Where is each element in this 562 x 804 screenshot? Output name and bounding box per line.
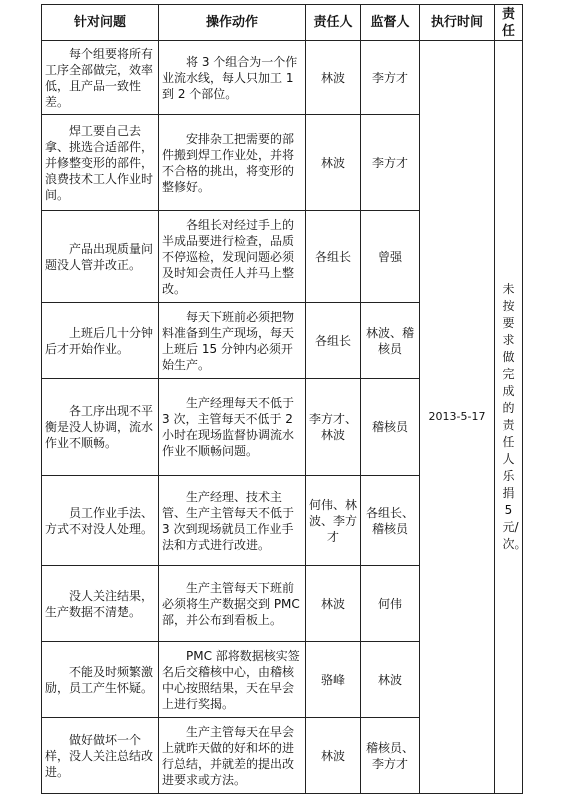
responsible-cell: 林波 [306,566,361,642]
responsible-cell: 何伟、林波、李方才 [306,476,361,566]
action-cell: PMC 部将数据核实签名后交稽核中心，由稽核中心按照结果，天在早会上进行奖揭。 [159,642,306,718]
problem-cell: 每个组要将所有工序全部做完，效率低，且产品一致性差。 [42,41,159,115]
problem-cell: 焊工要自己去拿、挑选合适部件，并修整变形的部件，浪费技术工人作业时间。 [42,115,159,211]
supervisor-cell: 稽核员 [361,379,420,476]
table-row [42,41,523,115]
action-cell: 每天下班前必须把物料准备到生产现场，每天上班后 15 分钟内必须开始生产。 [159,303,306,379]
responsible-cell: 李方才、林波 [306,379,361,476]
supervisor-cell: 何伟 [361,566,420,642]
header-action: 操作动作 [159,5,306,41]
action-cell: 生产经理每天不低于 3 次，主管每天不低于 2 小时在现场监督协调流水作业不顺畅问题。 [159,379,306,476]
supervisor-cell: 林波、稽核员 [361,303,420,379]
header-responsible: 责任人 [306,5,361,41]
supervisor-cell: 林波 [361,642,420,718]
problem-cell: 没人关注结果，生产数据不清楚。 [42,566,159,642]
supervisor-cell: 各组长、稽核员 [361,476,420,566]
problem-cell: 产品出现质量问题没人管并改正。 [42,211,159,303]
header-problem: 针对问题 [42,5,159,41]
header-remark-text: 责任 [501,6,515,39]
action-cell: 各组长对经过手上的半成品要进行检查，品质不停巡检，发现问题必须及时知会责任人并马上整改。 [159,211,306,303]
header-execution-time: 执行时间 [420,5,495,41]
problem-cell: 各工序出现不平衡是没人协调，流水作业不顺畅。 [42,379,159,476]
action-cell: 将 3 个组合为一个作业流水线，每人只加工 1 到 2 个部位。 [159,41,306,115]
supervisor-cell: 曾强 [361,211,420,303]
responsible-cell: 林波 [306,115,361,211]
supervisor-cell: 李方才 [361,115,420,211]
action-cell: 生产经理、技术主管、生产主管每天不低于 3 次到现场就员工作业手法和方式进行改进。 [159,476,306,566]
action-cell: 安排杂工把需要的部件搬到焊工作业处，并将不合格的挑出，将变形的整修好。 [159,115,306,211]
header-supervisor: 监督人 [361,5,420,41]
supervisor-cell: 李方才 [361,41,420,115]
action-cell: 生产主管每天下班前必须将生产数据交到 PMC 部，并公布到看板上。 [159,566,306,642]
remark-cell [495,41,527,794]
responsible-cell: 林波 [306,718,361,794]
problem-cell: 做好做坏一个样，没人关注总结改进。 [42,718,159,794]
action-cell: 生产主管每天在早会上就昨天做的好和坏的进行总结，并就差的提出改进要求或方法。 [159,718,306,794]
action-plan-table [41,4,527,794]
supervisor-cell: 稽核员、李方才 [361,718,420,794]
execution-time-cell: 2013-5-17 [420,41,495,794]
remark-text: 未按要求做完成的责任人乐捐5元/次。 [502,282,527,551]
problem-cell: 不能及时频繁激励，员工产生怀疑。 [42,642,159,718]
header-row [42,5,523,41]
problem-cell: 上班后几十分钟后才开始作业。 [42,303,159,379]
responsible-cell: 骆峰 [306,642,361,718]
problem-cell: 员工作业手法、方式不对没人处理。 [42,476,159,566]
responsible-cell: 各组长 [306,211,361,303]
header-remark [495,5,523,41]
responsible-cell: 林波 [306,41,361,115]
responsible-cell: 各组长 [306,303,361,379]
